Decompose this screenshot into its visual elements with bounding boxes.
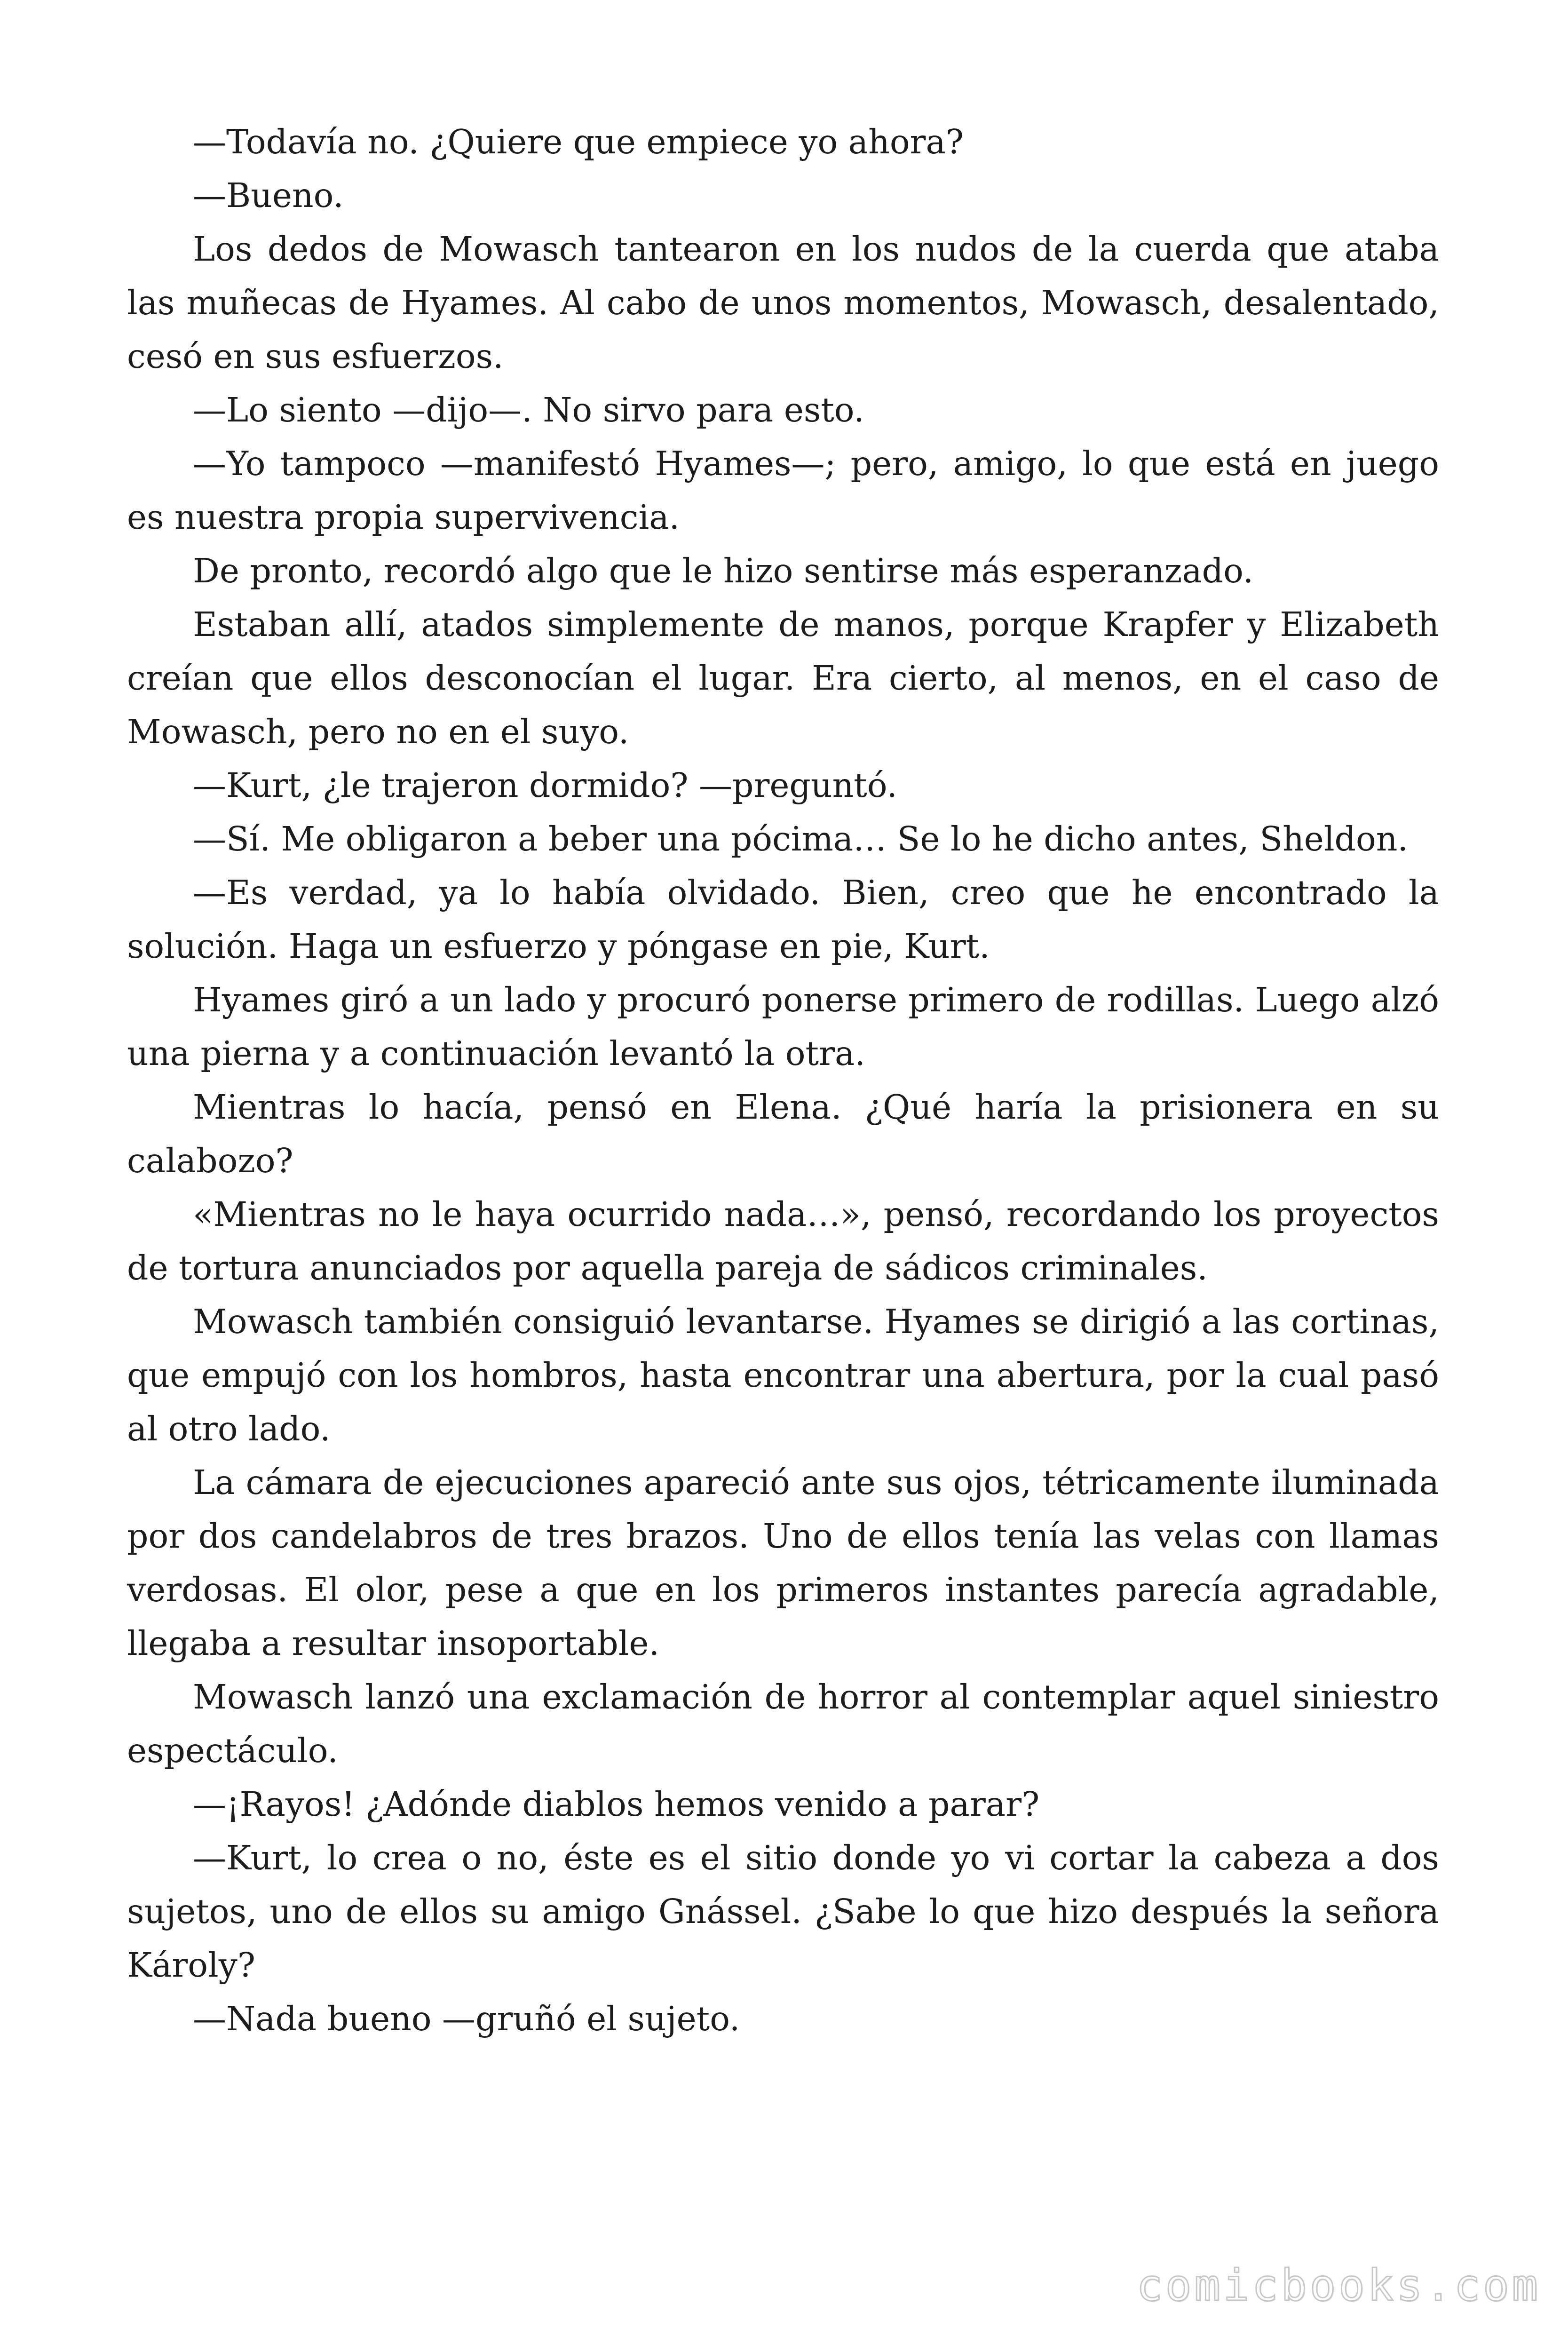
paragraph: —Sí. Me obligaron a beber una pócima… Se lo he dicho antes, Sheldon. xyxy=(193,819,1409,858)
watermark: comicbooks.com xyxy=(1136,2260,1541,2311)
paragraph: La cámara de ejecuciones apareció ante sus ojos, tétricamente iluminada por dos candelabros de tres brazos. Uno de ellos tenía las velas con llamas verdosas. El olor, pese a que en los primeros instantes parecía agradable, llegaba a resultar insoportable. xyxy=(127,1463,1439,1663)
paragraph: Estaban allí, atados simplemente de manos, porque Krapfer y Elizabeth creían que ellos desconocían el lugar. Era cierto, al menos, en el caso de Mowasch, pero no en el suyo. xyxy=(127,605,1439,751)
paragraph: —Bueno. xyxy=(193,176,344,215)
paragraph: Los dedos de Mowasch tantearon en los nudos de la cuerda que ataba las muñecas de Hyames. Al cabo de unos momentos, Mowasch, desalentado, cesó en sus esfuerzos. xyxy=(127,230,1439,376)
paragraph: Mientras lo hacía, pensó en Elena. ¿Qué haría la prisionera en su calabozo? xyxy=(127,1088,1439,1180)
paragraph: —Yo tampoco —manifestó Hyames—; pero, amigo, lo que está en juego es nuestra propia supervivencia. xyxy=(127,444,1439,537)
paragraph: —¡Rayos! ¿Adónde diablos hemos venido a parar? xyxy=(193,1785,1040,1824)
page-body xyxy=(127,115,1439,2046)
paragraph: Mowasch también consiguió levantarse. Hyames se dirigió a las cortinas, que empujó con los hombros, hasta encontrar una abertura, por la cual pasó al otro lado. xyxy=(127,1302,1439,1448)
paragraph: Mowasch lanzó una exclamación de horror al contemplar aquel siniestro espectáculo. xyxy=(127,1677,1439,1770)
paragraph: —Nada bueno —gruñó el sujeto. xyxy=(193,1999,740,2038)
paragraph: —Kurt, lo crea o no, éste es el sitio donde yo vi cortar la cabeza a dos sujetos, uno de ellos su amigo Gnássel. ¿Sabe lo que hizo después la señora Károly? xyxy=(127,1838,1439,1985)
paragraph: —Lo siento —dijo—. No sirvo para esto. xyxy=(193,390,864,429)
paragraph: —Kurt, ¿le trajeron dormido? —preguntó. xyxy=(193,766,897,805)
paragraph: De pronto, recordó algo que le hizo sentirse más esperanzado. xyxy=(193,551,1254,590)
paragraph: —Es verdad, ya lo había olvidado. Bien, creo que he encontrado la solución. Haga un esfuerzo y póngase en pie, Kurt. xyxy=(127,873,1439,966)
paragraph: «Mientras no le haya ocurrido nada…», pensó, recordando los proyectos de tortura anunciados por aquella pareja de sádicos criminales. xyxy=(127,1195,1439,1287)
paragraph: Hyames giró a un lado y procuró ponerse primero de rodillas. Luego alzó una pierna y a continuación levantó la otra. xyxy=(127,980,1439,1073)
paragraph: —Todavía no. ¿Quiere que empiece yo ahora? xyxy=(193,122,964,161)
